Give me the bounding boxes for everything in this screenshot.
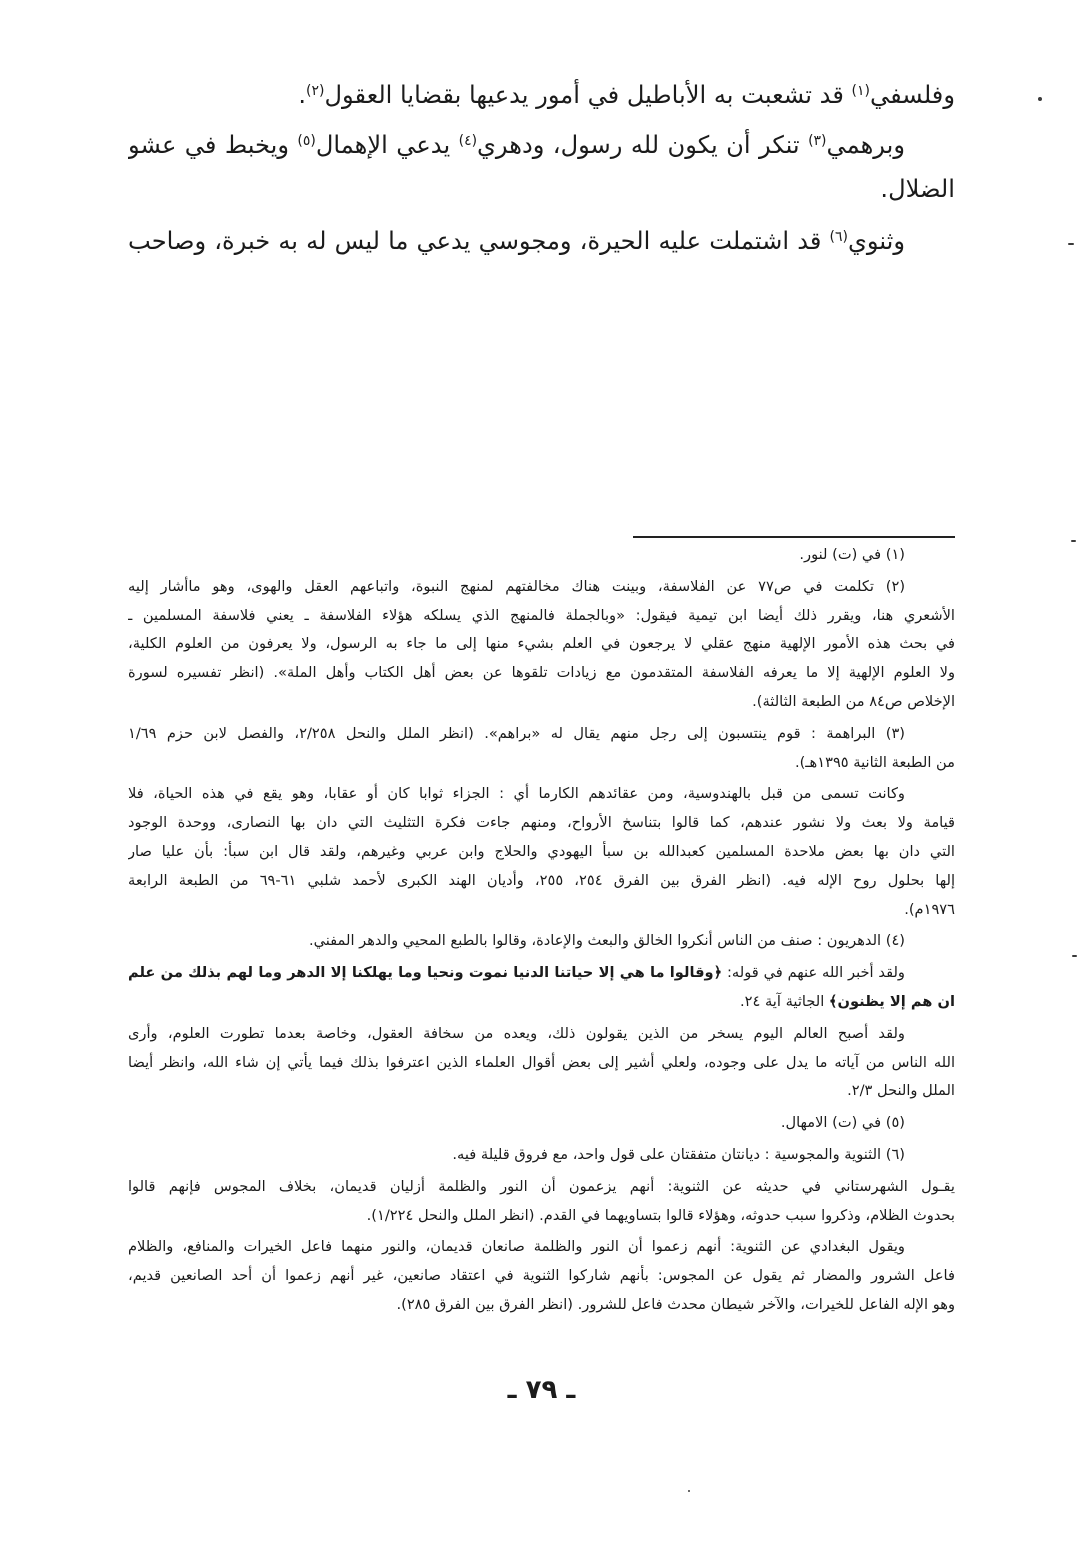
footnote-line: (٦) الثنوية والمجوسية : ديانتان متفقتان على قول واحد، مع فروق قليلة فيه.: [452, 1145, 905, 1163]
main-line: [128, 219, 955, 263]
footnote-ref: (٢): [306, 83, 325, 100]
footnote-ref: (٤): [458, 133, 478, 150]
footnote-line: الأشعري هنا، ويقرر ذلك أيضا ابن تيمية فيقول: «وبالجملة فالمنهج الذي يسلكه هؤلاء الفلاسفة ـ يعني فلاسفة المسلمين ـ: [128, 606, 955, 624]
footnote-line: (١) في (ت) لنور.: [799, 546, 905, 563]
text-run: ويخبط في عشو: [128, 131, 298, 159]
main-line: [128, 123, 955, 167]
quran-quote: ﴿وقالوا ما هي إلا حياتنا الدنيا نموت ونحيا وما يهلكنا إلا الدهر وما لهم بذلك من علم: [128, 964, 723, 982]
scan-mark: [1072, 955, 1077, 957]
scan-mark: [1038, 97, 1042, 101]
text-run: .: [298, 81, 307, 109]
text-run: قد اشتملت عليه الحيرة، ومجوسي يدعي ما ليس له به خبرة، وصاحب: [128, 227, 830, 255]
footnote-line: ولقد أصبح العالم اليوم يسخر من الذين يقولون ذلك، ويعده من سخافة العقول، وخاصة بعدما تطورت العلوم، وأرى: [128, 1024, 905, 1042]
footnote-line: بحدوث الظلام، وذكروا سبب حدوثه، وهؤلاء قالوا بتساويهما في القدم. (انظر الملل والنحل ١/٢٢٤).: [366, 1206, 955, 1224]
footnote-ref: (٥): [297, 133, 316, 150]
main-text: [128, 73, 955, 263]
footnote-separator: [633, 536, 955, 538]
footnote-line: الإخلاص ص٨٤ من الطبعة الثالثة).: [752, 692, 955, 710]
footnote-line: ١٩٧٦م).: [904, 900, 955, 918]
text-run: تنكر أن يكون لله رسول، ودهري: [477, 131, 809, 159]
footnote-line: وهو الإله الفاعل للخيرات، والآخر شيطان محدث فاعل للشرور. (انظر الفرق بين الفرق ٢٨٥).: [396, 1295, 955, 1313]
footnote-ref: (١): [851, 83, 870, 100]
footnote-line: ولا العلوم الإلهية إلا ما يعرفه الفلاسفة المتقدمون مع زيادات تلقوها عن بعض أهل الكتاب وأهل الملة». (انظر تفسيره لسورة: [128, 664, 955, 682]
footnote-line: وكانت تسمى من قبل بالهندوسية، ومن عقائدهم الكارما أي : الجزاء ثوابا كان أو عقابا، وهو يقع في هذه الحياة، فلا: [128, 785, 905, 803]
footnote-ref: (٣): [808, 133, 827, 150]
quran-quote: ان هم إلا يظنون﴾: [828, 992, 955, 1010]
footnote-line: ويقول البغدادي عن الثنوية: أنهم زعموا أن النور والظلمة صانعان قديمان، والنور منهما فاعل الخيرات والمنافع، والظلام: [128, 1238, 905, 1256]
footnote-line: فاعل الشرور والمضار ثم يقول عن المجوس: بأنهم شاركوا الثنوية في اعتقاد صانعين، غير أنهم زعموا أن أحد الصانعين قديم،: [128, 1267, 955, 1285]
main-line: [128, 73, 955, 117]
footnote-line: (٣) البراهمة : قوم ينتسبون إلى رجل منهم يقال له «براهم». (انظر الملل والنحل ٢/٢٥٨، والفصل لابن حزم ١/٦٩: [128, 724, 905, 742]
text-run: ولقد أخبر الله عنهم في قوله:: [722, 964, 905, 982]
footnote-line: [128, 959, 955, 988]
footnote-line: (٢) تكلمت في ص٧٧ عن الفلاسفة، وبينت هناك مخالفتهم لمنهج النبوة، واتباعهم العقل والهوى، وهو ماأشار إليه: [128, 577, 906, 595]
text-run: يدعي الإهمال: [315, 131, 459, 159]
text-run: قد تشعبت به الأباطيل في أمور يدعيها بقضايا العقول: [324, 81, 852, 109]
text-run: وثنوي: [848, 227, 905, 255]
footnotes: [128, 541, 955, 1320]
footnote-line: الملل والنحل ٢/٣.: [847, 1082, 955, 1100]
footnote-line: الله الناس من آياته ما يدل على وجوده، ولعلي أشير إلى بعض أقوال العلماء الذين اعترفوا بذلك فيما يأتي إن شاء الله، وانظر أيضا: [128, 1053, 955, 1071]
scan-mark: [1071, 540, 1076, 542]
footnote-line: إلها بحلول روح الإله فيه. (انظر الفرق بين الفرق ٢٥٤، ٢٥٥، وأديان الهند الكبرى لأحمد شلبي ٦١-٦٩ من الطبعة الرابعة: [128, 871, 955, 889]
scan-mark: [688, 1490, 690, 1492]
footnote-line: من الطبعة الثانية ١٣٩٥هـ).: [794, 753, 955, 771]
text-run: وفلسفي: [869, 81, 955, 109]
text-run: الجاثية آية ٢٤.: [739, 992, 829, 1010]
footnote-line: (٤) الدهريون : صنف من الناس أنكروا الخالق والبعث والإعادة، وقالوا بالطبع المحيي والدهر المفني.: [308, 932, 905, 950]
page-number: ـ ٧٩ ـ: [507, 1375, 576, 1405]
main-line: الضلال.: [880, 175, 955, 203]
footnote-line: (٥) في (ت) الامهال.: [780, 1114, 905, 1132]
footnote-line: في بحث هذه الأمور الإلهية منهج عقلي لا يرجعون في العلم بشيء منها إلى ما جاء به الرسول، ولا يعرفون من العلوم الكلية،: [128, 635, 955, 653]
footnote-line: التي دان بها بعض ملاحدة المسلمين كعبدالله بن سبأ اليهودي والحلاج وابن عربي وغيرهم، ولقد قال ابن سبأ: بأن عليا صار: [128, 842, 955, 860]
footnote-line: [128, 988, 955, 1017]
footnote-line: قيامة ولا بعث ولا نشور عندهم، كما قالوا بتناسخ الأرواح، ومنهم جاءت فكرة التثليث التي دان بها النصارى، ووحدة الوجود: [128, 814, 955, 832]
footnote-line: يقـول الشهرستاني في حديثه عن الثنوية: أنهم يزعمون أن النور والظلمة أزليان قديمان، بخلاف المجوس فإنهم قالوا: [128, 1177, 955, 1195]
scan-mark: [1068, 243, 1074, 245]
footnote-ref: (٦): [829, 229, 848, 246]
text-run: وبرهمي: [826, 131, 905, 159]
